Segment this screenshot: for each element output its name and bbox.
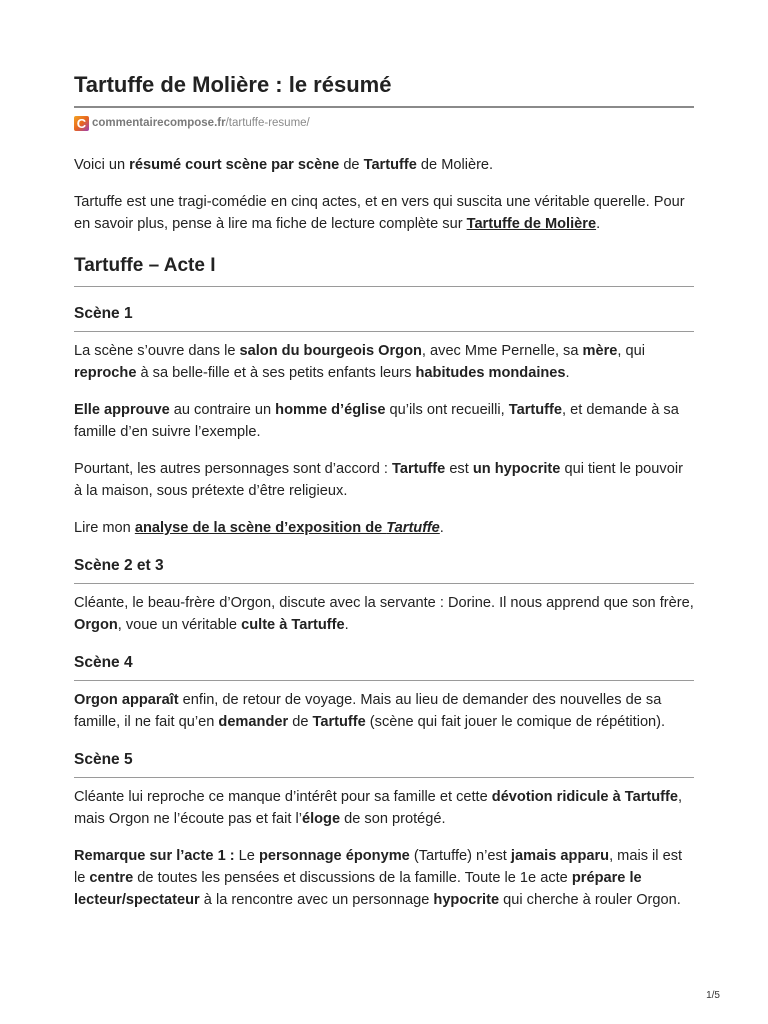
scene1-heading: Scène 1 [74, 303, 694, 332]
scene1-paragraph-1: La scène s’ouvre dans le salon du bourgeois Orgon, avec Mme Pernelle, sa mère, qui reproche à sa belle-fille et à ses petits enfants leurs habitudes mondaines. [74, 343, 646, 381]
page-title: Tartuffe de Molière : le résumé [74, 70, 694, 108]
act1-remark: Remarque sur l’acte 1 : Le personnage éponyme (Tartuffe) n’est jamais apparu, mais il est le centre de toutes les pensées et discussions de la famille. Toute le 1e acte prépare le lecteur/spectateur à la rencontre avec un personnage hypocrite qui cherche à rouler Orgon. [74, 848, 683, 908]
scene2-3-paragraph: Cléante, le beau-frère d’Orgon, discute avec la servante : Dorine. Il nous apprend que son frère, Orgon, voue un véritable culte à Tartuffe. [74, 595, 694, 633]
scene1-paragraph-4: Lire mon analyse de la scène d’exposition de Tartuffe. [74, 520, 444, 536]
scene4-heading: Scène 4 [74, 652, 694, 681]
scene2-3-heading: Scène 2 et 3 [74, 555, 694, 584]
source-domain[interactable]: commentairecompose.fr [92, 117, 226, 129]
article [74, 70, 694, 926]
scene5-heading: Scène 5 [74, 749, 694, 778]
page-number: 1/5 [706, 990, 720, 1001]
scene1-paragraph-3: Pourtant, les autres personnages sont d’accord : Tartuffe est un hypocrite qui tient le pouvoir à la maison, sous prétexte d’être religieux. [74, 461, 683, 499]
fiche-lecture-link[interactable]: Tartuffe de Molière [466, 216, 597, 232]
scene1-paragraph-2: Elle approuve au contraire un homme d’église qu’ils ont recueilli, Tartuffe, et demande à sa famille d’en suivre l’exemple. [74, 402, 679, 440]
act1-heading: Tartuffe – Acte I [74, 253, 694, 287]
scene5-paragraph: Cléante lui reproche ce manque d’intérêt pour sa famille et cette dévotion ridicule à Tartuffe, mais Orgon ne l’écoute pas et fait l’éloge de son protégé. [74, 789, 683, 827]
source-path[interactable]: /tartuffe-resume/ [225, 117, 310, 129]
source-line[interactable] [74, 114, 694, 132]
analyse-exposition-link[interactable]: analyse de la scène d’exposition de Tartuffe [134, 520, 440, 536]
intro-paragraph-1: Voici un résumé court scène par scène de Tartuffe de Molière. [74, 157, 494, 173]
site-logo-icon: C [74, 116, 89, 131]
scene4-paragraph: Orgon apparaît enfin, de retour de voyage. Mais au lieu de demander des nouvelles de sa famille, il ne fait qu’en demander de Tartuffe (scène qui fait jouer le comique de répétition). [74, 692, 666, 730]
intro-paragraph-2: Tartuffe est une tragi-comédie en cinq actes, et en vers qui suscita une véritable querelle. Pour en savoir plus, pense à lire ma fiche de lecture complète sur Tartuffe de Molière. [74, 194, 685, 232]
